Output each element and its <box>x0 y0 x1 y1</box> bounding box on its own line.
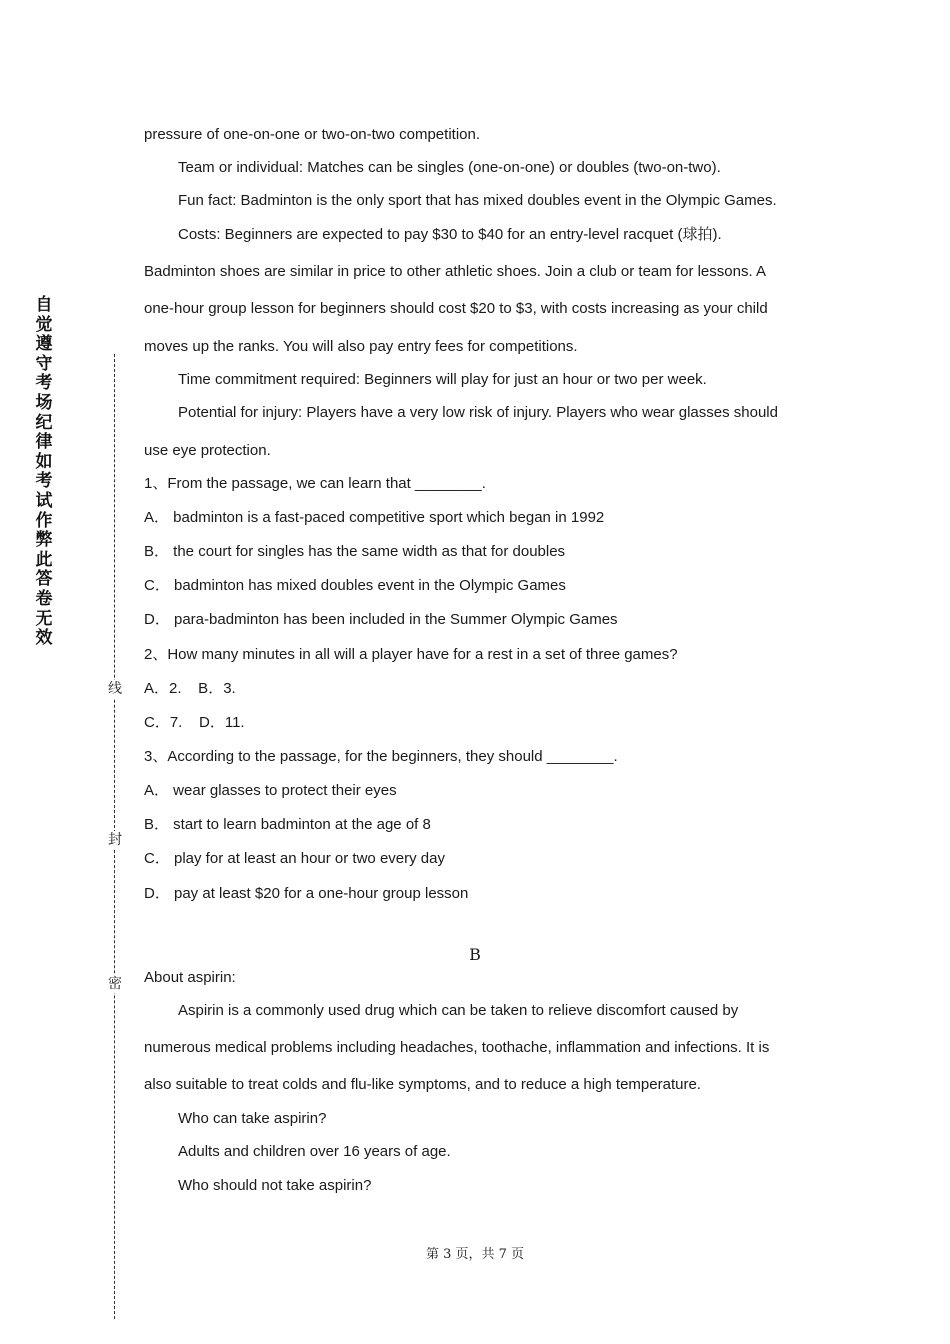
question-2-options-cd[interactable]: C．7. D．11. <box>144 714 245 731</box>
question-3-stem: 3、According to the passage, for the beginners, they should ________. <box>144 748 618 765</box>
question-2-options-ab[interactable]: A．2. B．3. <box>144 680 236 697</box>
passage-a-line: Costs: Beginners are expected to pay $30 to $40 for an entry-level racquet (球拍). <box>178 226 722 243</box>
passage-b-line: Aspirin is a commonly used drug which can be taken to relieve discomfort caused by <box>178 1002 739 1019</box>
question-3-option-c[interactable]: C． play for at least an hour or two every day <box>144 850 445 867</box>
passage-b-line: also suitable to treat colds and flu-like symptoms, and to reduce a high temperature. <box>144 1076 701 1093</box>
passage-b-line: Who can take aspirin? <box>178 1110 327 1127</box>
question-3-option-d[interactable]: D． pay at least $20 for a one-hour group lesson <box>144 885 469 902</box>
question-1-option-b[interactable]: B． the court for singles has the same width as that for doubles <box>144 543 566 560</box>
passage-a-line: Fun fact: Badminton is the only sport that has mixed doubles event in the Olympic Games. <box>178 192 777 209</box>
section-b-title: B <box>469 945 481 964</box>
question-1-stem: 1、From the passage, we can learn that ________. <box>144 475 486 492</box>
question-2-stem: 2、How many minutes in all will a player have for a rest in a set of three games? <box>144 646 678 663</box>
question-1-option-a[interactable]: A． badminton is a fast-paced competitive sport which began in 1992 <box>144 509 605 526</box>
exam-warning: 自觉遵守考场纪律如考试作弊此答卷无效 <box>35 295 53 649</box>
passage-a-line: Time commitment required: Beginners will play for just an hour or two per week. <box>178 371 707 388</box>
binding-label-seal: 封 <box>108 832 122 848</box>
passage-a-line: use eye protection. <box>144 442 271 459</box>
question-3-option-a[interactable]: A． wear glasses to protect their eyes <box>144 782 397 799</box>
passage-b-line: numerous medical problems including headaches, toothache, inflammation and infections. It is <box>144 1039 770 1056</box>
passage-b-line: Adults and children over 16 years of age. <box>178 1143 451 1160</box>
question-1-option-d[interactable]: D． para-badminton has been included in the Summer Olympic Games <box>144 611 618 628</box>
passage-b-heading: About aspirin: <box>144 969 236 986</box>
passage-a-line: Badminton shoes are similar in price to other athletic shoes. Join a club or team for lessons. A <box>144 263 766 280</box>
binding-label-secret: 密 <box>108 976 122 992</box>
binding-label-line: 线 <box>108 681 122 697</box>
passage-a-line: Team or individual: Matches can be singles (one-on-one) or doubles (two-on-two). <box>178 159 721 176</box>
passage-b-line: Who should not take aspirin? <box>178 1177 372 1194</box>
passage-a-line: one-hour group lesson for beginners should cost $20 to $3, with costs increasing as your child <box>144 300 768 317</box>
passage-a-line: Potential for injury: Players have a very low risk of injury. Players who wear glasses should <box>178 404 778 421</box>
question-3-option-b[interactable]: B． start to learn badminton at the age of 8 <box>144 816 431 833</box>
page-number-footer: 第 3 页，共 7 页 <box>425 1247 525 1262</box>
question-1-option-c[interactable]: C． badminton has mixed doubles event in the Olympic Games <box>144 577 566 594</box>
passage-a-line: pressure of one-on-one or two-on-two competition. <box>144 126 481 143</box>
passage-a-line: moves up the ranks. You will also pay entry fees for competitions. <box>144 338 578 355</box>
